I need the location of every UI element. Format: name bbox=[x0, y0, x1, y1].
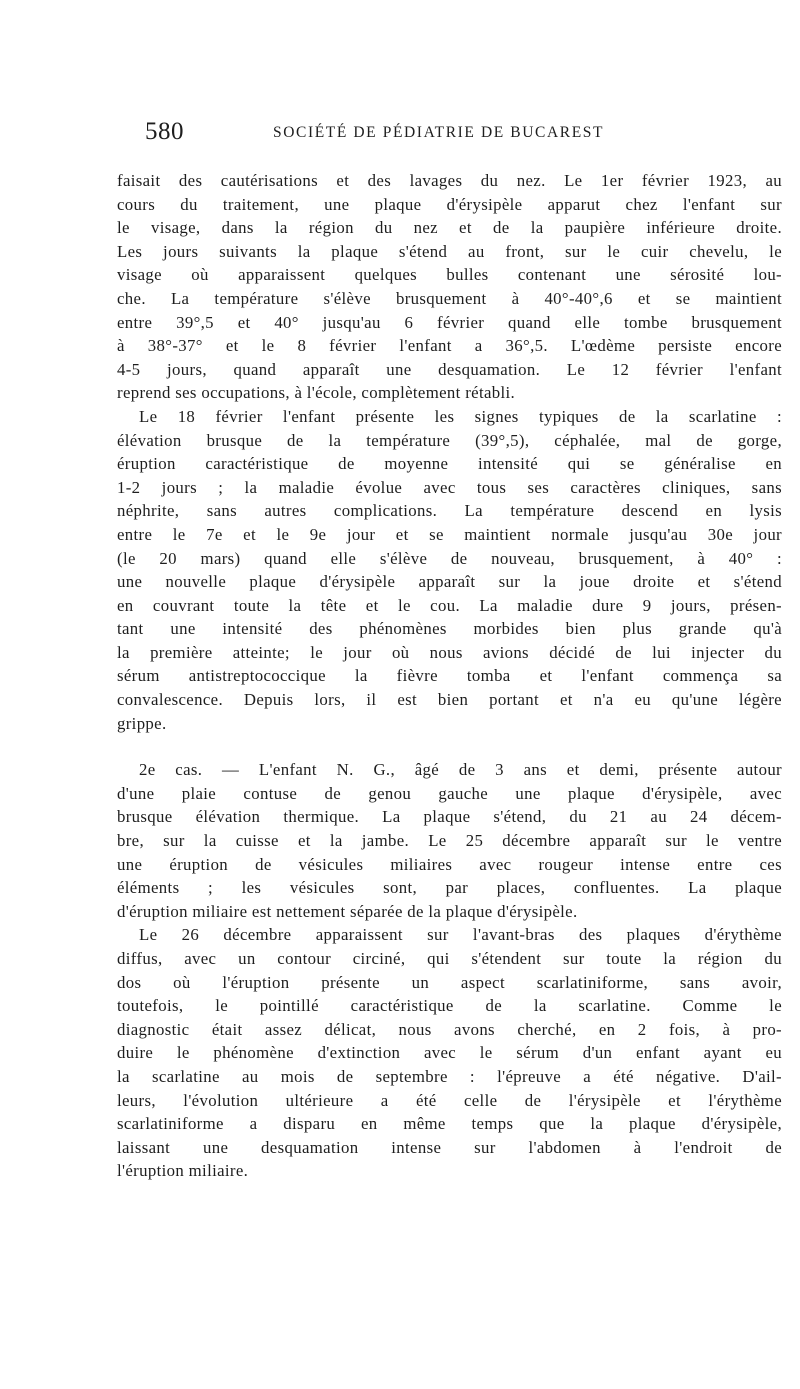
text-line: sérum antistreptococcique la fièvre tomba et l'enfant commença sa bbox=[117, 666, 782, 686]
text-line: la première atteinte; le jour où nous avions décidé de lui injecter du bbox=[117, 642, 782, 662]
text-line: l'éruption miliaire. bbox=[117, 1161, 249, 1181]
text-line: grippe. bbox=[117, 713, 167, 733]
text-line: une éruption de vésicules miliaires avec rougeur intense entre ces bbox=[117, 854, 782, 874]
text-line: éléments ; les vésicules sont, par places, confluentes. La plaque bbox=[117, 878, 782, 898]
page-number: 580 bbox=[145, 118, 184, 145]
text-line: convalescence. Depuis lors, il est bien portant et n'a eu qu'une légère bbox=[117, 690, 782, 710]
text-line: d'une plaie contuse de genou gauche une plaque d'érysipèle, avec bbox=[117, 783, 782, 803]
text-line: d'éruption miliaire est nettement séparée de la plaque d'érysipèle. bbox=[117, 901, 578, 921]
text-line: 2e cas. — L'enfant N. G., âgé de 3 ans et demi, présente autour bbox=[139, 760, 782, 780]
paragraph-1 bbox=[117, 169, 782, 405]
text-line: faisait des cautérisations et des lavages du nez. Le 1er février 1923, au bbox=[117, 171, 782, 190]
text-line: cours du traitement, une plaque d'érysipèle apparut chez l'enfant sur bbox=[117, 194, 782, 214]
text-line: diagnostic était assez délicat, nous avons cherché, en 2 fois, à pro- bbox=[117, 1019, 782, 1039]
text-line: che. La température s'élève brusquement à 40°-40°,6 et se maintient bbox=[117, 288, 782, 308]
text-line: entre 39°,5 et 40° jusqu'au 6 février quand elle tombe brusquement bbox=[117, 312, 782, 332]
text-line: 4-5 jours, quand apparaît une desquamation. Le 12 février l'enfant bbox=[117, 359, 782, 379]
body-text bbox=[117, 169, 782, 1183]
text-line: (le 20 mars) quand elle s'élève de nouveau, brusquement, à 40° : bbox=[117, 548, 782, 568]
text-line: Le 26 décembre apparaissent sur l'avant-bras des plaques d'érythème bbox=[139, 925, 782, 945]
text-line: toutefois, le pointillé caractéristique de la scarlatine. Comme le bbox=[117, 996, 782, 1016]
text-line: visage où apparaissent quelques bulles contenant une sérosité lou- bbox=[117, 265, 782, 285]
page-header bbox=[145, 118, 755, 152]
text-line: Le 18 février l'enfant présente les signes typiques de la scarlatine : bbox=[139, 406, 782, 426]
text-line: leurs, l'évolution ultérieure a été celle de l'érysipèle et l'érythème bbox=[117, 1090, 782, 1110]
paragraph-4 bbox=[117, 923, 782, 1183]
text-line: élévation brusque de la température (39°,5), céphalée, mal de gorge, bbox=[117, 430, 782, 450]
text-line: scarlatiniforme a disparu en même temps que la plaque d'érysipèle, bbox=[117, 1114, 782, 1134]
text-line: laissant une desquamation intense sur l'abdomen à l'endroit de bbox=[117, 1137, 782, 1157]
text-line: diffus, avec un contour circiné, qui s'étendent sur toute la région du bbox=[117, 949, 782, 968]
running-title: SOCIÉTÉ DE PÉDIATRIE DE BUCAREST bbox=[273, 124, 605, 141]
text-line: à 38°-37° et le 8 février l'enfant a 36°,5. L'œdème persiste encore bbox=[117, 336, 782, 356]
text-line: dos où l'éruption présente un aspect scarlatiniforme, sans avoir, bbox=[117, 972, 782, 992]
text-line: la scarlatine au mois de septembre : l'épreuve a été négative. D'ail- bbox=[117, 1066, 782, 1086]
text-line: le visage, dans la région du nez et de la paupière inférieure droite. bbox=[117, 218, 782, 238]
text-line: en couvrant toute la tête et le cou. La maladie dure 9 jours, présen- bbox=[117, 595, 782, 615]
text-line: néphrite, sans autres complications. La température descend en lysis bbox=[117, 501, 782, 521]
text-line: reprend ses occupations, à l'école, complètement rétabli. bbox=[117, 383, 516, 403]
paragraph-3 bbox=[117, 758, 782, 923]
text-line: brusque élévation thermique. La plaque s'étend, du 21 au 24 décem- bbox=[117, 807, 782, 827]
text-line: bre, sur la cuisse et la jambe. Le 25 décembre apparaît sur le ventre bbox=[117, 831, 782, 851]
text-line: Les jours suivants la plaque s'étend au front, sur le cuir chevelu, le bbox=[117, 241, 782, 261]
text-line: une nouvelle plaque d'érysipèle apparaît sur la joue droite et s'étend bbox=[117, 572, 782, 592]
text-line: éruption caractéristique de moyenne intensité qui se généralise en bbox=[117, 454, 782, 474]
text-line: duire le phénomène d'extinction avec le sérum d'un enfant ayant eu bbox=[117, 1043, 782, 1063]
text-line: tant une intensité des phénomènes morbides bien plus grande qu'à bbox=[117, 619, 782, 639]
text-line: entre le 7e et le 9e jour et se maintient normale jusqu'au 30e jour bbox=[117, 524, 782, 544]
text-line: 1-2 jours ; la maladie évolue avec tous ses caractères cliniques, sans bbox=[117, 477, 782, 497]
paragraph-2 bbox=[117, 405, 782, 735]
